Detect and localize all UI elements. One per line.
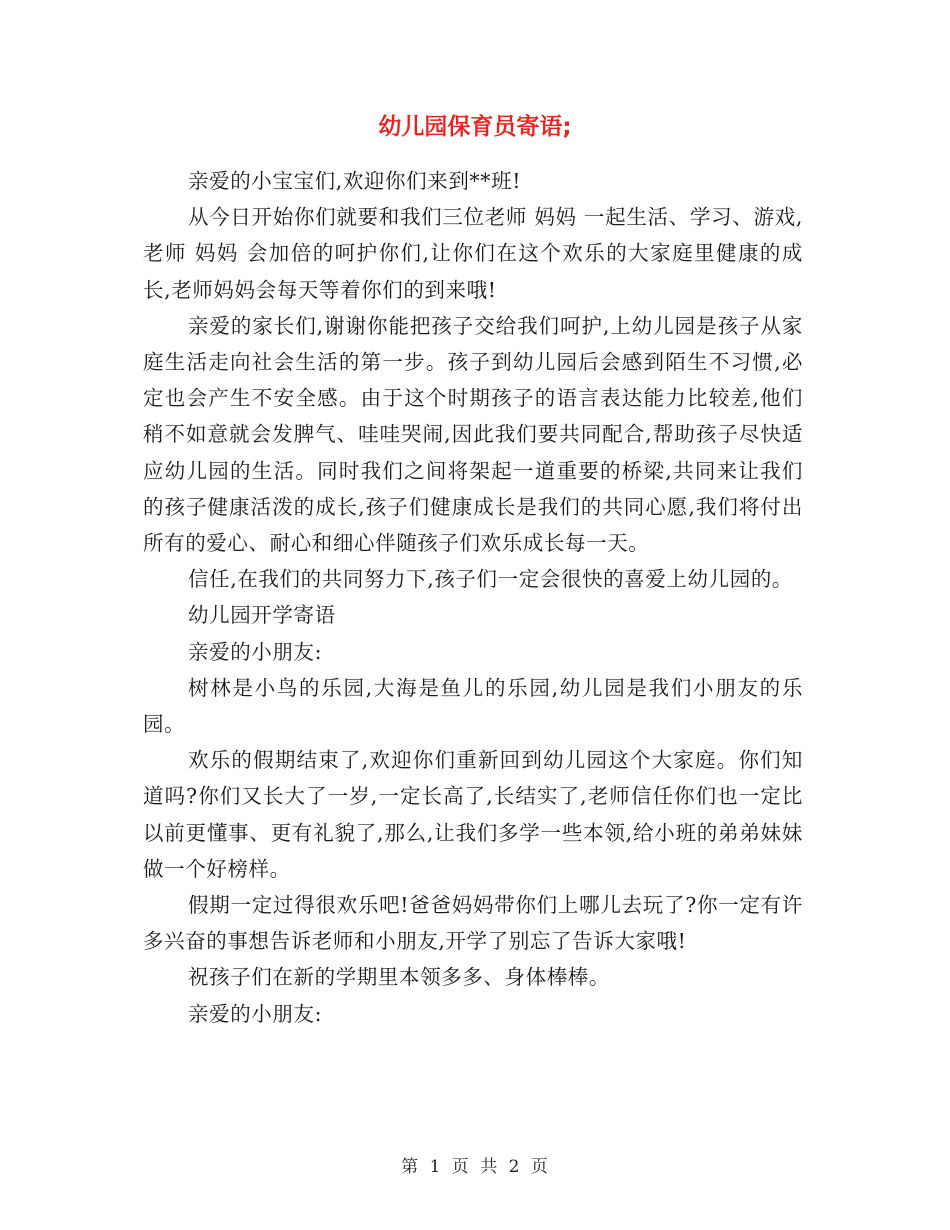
paragraph-holiday-over: 欢乐的假期结束了,欢迎你们重新回到幼儿园这个大家庭。你们知道吗?你们又长大了一岁,一定长高了,长结实了,老师信任你们也一定比以前更懂事、更有礼貌了,那么,让我们多学一些本领,给小班的弟弟妹妹做一个好榜样。 bbox=[143, 748, 803, 881]
footer-current-page: 1 bbox=[429, 1157, 442, 1177]
footer-label-total-unit: 页 bbox=[530, 1157, 549, 1177]
footer-label-page: 第 bbox=[401, 1157, 420, 1177]
paragraph-holiday-fun: 假期一定过得很欢乐吧!爸爸妈妈带你们上哪儿去玩了?你一定有许多兴奋的事想告诉老师和小朋友,开学了别忘了告诉大家哦! bbox=[143, 893, 803, 954]
paragraph-wishes: 祝孩子们在新的学期里本领多多、身体棒棒。 bbox=[188, 965, 610, 990]
paragraph-dear-children-2: 亲爱的小朋友: bbox=[188, 1001, 323, 1026]
paragraph-parents-message: 亲爱的家长们,谢谢你能把孩子交给我们呵护,上幼儿园是孩子从家庭生活走向社会生活的第一步。孩子到幼儿园后会感到陌生不习惯,必定也会产生不安全感。由于这个时期孩子的语言表达能力比较差,他们稍不如意就会发脾气、哇哇哭闹,因此我们要共同配合,帮助孩子尽快适应幼儿园的生活。同时我们之间将架起一道重要的桥梁,共同来让我们的孩子健康活泼的成长,孩子们健康成长是我们的共同心愿,我们将付出所有的爱心、耐心和细心伴随孩子们欢乐成长每一天。 bbox=[143, 313, 803, 556]
document-body bbox=[143, 163, 803, 1032]
footer-total-pages: 2 bbox=[508, 1157, 521, 1177]
page-footer bbox=[0, 1156, 950, 1178]
paragraph-teachers-intro: 从今日开始你们就要和我们三位老师 妈妈 一起生活、学习、游戏,老师 妈妈 会加倍的呵护你们,让你们在这个欢乐的大家庭里健康的成长,老师妈妈会每天等着你们的到来哦! bbox=[143, 205, 803, 302]
document-title: 幼儿园保育员寄语; bbox=[378, 114, 572, 140]
footer-label-page-unit: 页 bbox=[451, 1157, 470, 1177]
paragraph-paradise: 树林是小鸟的乐园,大海是鱼儿的乐园,幼儿园是我们小朋友的乐园。 bbox=[143, 675, 803, 737]
footer-label-total: 共 bbox=[480, 1157, 499, 1177]
paragraph-greeting-babies: 亲爱的小宝宝们,欢迎你们来到**班! bbox=[188, 169, 522, 193]
paragraph-trust: 信任,在我们的共同努力下,孩子们一定会很快的喜爱上幼儿园的。 bbox=[188, 567, 794, 592]
paragraph-dear-children: 亲爱的小朋友: bbox=[188, 639, 323, 664]
section-heading-opening-message: 幼儿园开学寄语 bbox=[188, 603, 336, 628]
